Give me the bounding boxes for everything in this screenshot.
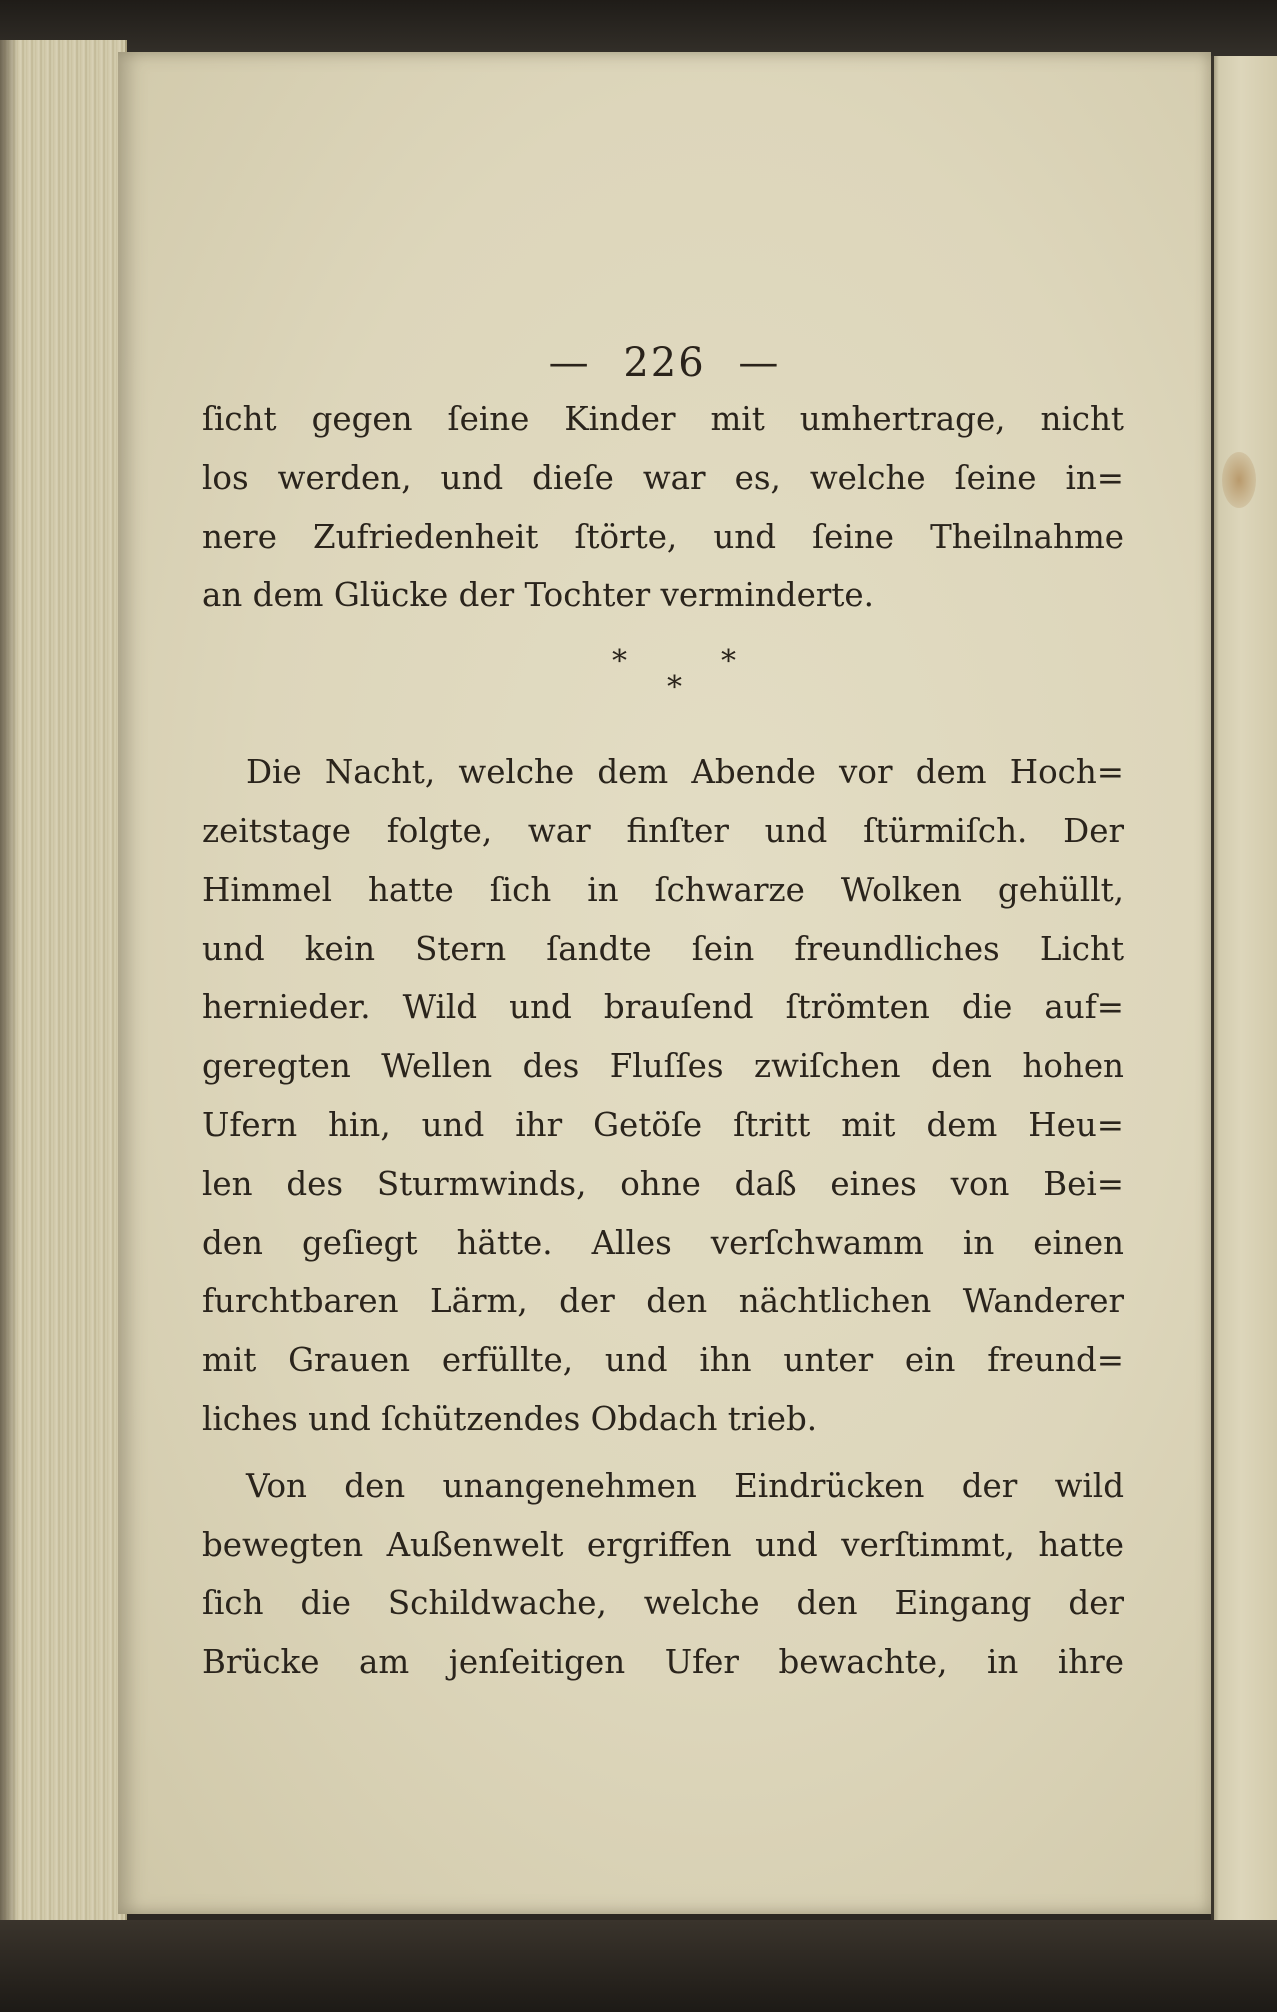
text-line: liches und ſchützendes Obdach trieb. [202, 1399, 818, 1438]
text-line: Brücke am jenſeitigen Ufer bewachte, in ihre [202, 1643, 1124, 1682]
paragraph-night [202, 743, 1124, 1449]
text-line: ſicht gegen ſeine Kinder mit umhertrage, nicht [202, 400, 1124, 438]
text-line: hernieder. Wild und brauſend ſtrömten die auf= [202, 988, 1124, 1027]
top-shadow [0, 0, 1277, 58]
text-line: und kein Stern ſandte ſein freundliches Licht [202, 929, 1124, 968]
page-header [118, 340, 1211, 386]
adjacent-page-edge [1211, 56, 1277, 1926]
text-line: bewegten Außenwelt ergriffen und verſtimmt, hatte [202, 1525, 1124, 1564]
text-line: an dem Glücke der Tochter verminderte. [202, 576, 874, 615]
text-line: mit Grauen erfüllte, und ihn unter ein freund= [202, 1341, 1124, 1380]
separator-star: * [721, 644, 736, 680]
separator-star: * [612, 644, 627, 680]
separator-star: * [667, 670, 682, 706]
text-line: furchtbaren Lärm, der den nächtlichen Wanderer [202, 1282, 1124, 1321]
page-number: 226 [623, 340, 706, 386]
text-line: ſich die Schildwache, welche den Eingang der [202, 1584, 1124, 1623]
paper-stain [1222, 452, 1256, 508]
text-line: nere Zufriedenheit ſtörte, und ſeine Theilnahme [202, 517, 1124, 556]
paragraph-continued [202, 390, 1124, 625]
text-line: Von den unangenehmen Eindrücken der wild [246, 1466, 1124, 1505]
paragraph-sentry [202, 1457, 1124, 1692]
text-line: Ufern hin, und ihr Getöſe ſtritt mit dem Heu= [202, 1105, 1124, 1144]
text-line: zeitstage folgte, war finſter und ſtürmiſch. Der [202, 811, 1124, 850]
header-dash-left: — [548, 340, 591, 386]
stacked-page-edges [0, 40, 127, 1930]
text-line: len des Sturmwinds, ohne daß eines von Bei= [202, 1164, 1124, 1203]
text-line: los werden, und dieſe war es, welche ſeine in= [202, 458, 1124, 497]
text-line: Himmel hatte ſich in ſchwarze Wolken gehüllt, [202, 870, 1124, 909]
body-text [202, 390, 1124, 1692]
section-separator [202, 625, 1124, 743]
header-dash-right: — [738, 340, 781, 386]
paragraph-gap [202, 1449, 1124, 1457]
text-line: den geſiegt hätte. Alles verſchwamm in einen [202, 1223, 1124, 1262]
text-line: Die Nacht, welche dem Abende vor dem Hoch= [246, 753, 1124, 792]
bottom-shadow [0, 1920, 1277, 2012]
text-line: geregten Wellen des Fluſſes zwiſchen den hohen [202, 1047, 1124, 1086]
